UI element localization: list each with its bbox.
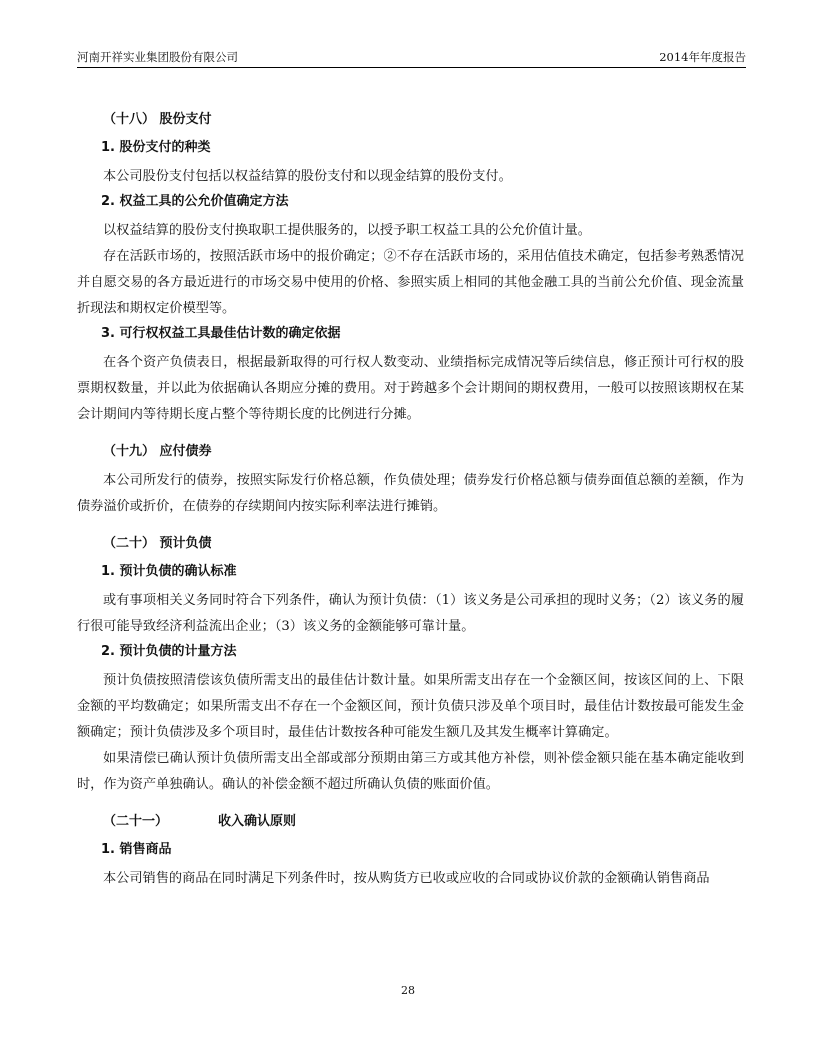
- section-title: 收入确认原则: [218, 814, 297, 829]
- page-header: [77, 45, 746, 68]
- section-heading-revenue-recognition: [77, 810, 744, 834]
- paragraph: 或有事项相关义务同时符合下列条件，确认为预计负债：（1）该义务是公司承担的现时义务；（2）该义务的履行很可能导致经济利益流出企业；（3）该义务的金额能够可靠计量。: [77, 593, 744, 634]
- subheading-share-payment-types: 1. 股份支付的种类: [101, 140, 211, 155]
- subheading-fair-value-method: 2. 权益工具的公允价值确定方法: [101, 194, 289, 209]
- subheading-provision-recognition: 1. 预计负债的确认标准: [101, 564, 237, 579]
- paragraph: 本公司所发行的债券，按照实际发行价格总额，作负债处理；债券发行价格总额与债券面值总额的差额，作为债券溢价或折价，在债券的存续期间内按实际利率法进行摊销。: [77, 473, 744, 514]
- page-number: 28: [401, 984, 415, 997]
- section-heading-bonds-payable: （十九） 应付债券: [103, 444, 212, 459]
- paragraph: 存在活跃市场的，按照活跃市场中的报价确定；②不存在活跃市场的，采用估值技术确定，包括参考熟悉情况并自愿交易的各方最近进行的市场交易中使用的价格、参照实质上相同的其他金融工具的当前公允价值、现金流量折现法和期权定价模型等。: [77, 249, 744, 316]
- company-name: 河南开祥实业集团股份有限公司: [77, 50, 238, 64]
- paragraph: 如果清偿已确认预计负债所需支出全部或部分预期由第三方或其他方补偿，则补偿金额只能在基本确定能收到时，作为资产单独确认。确认的补偿金额不超过所确认负债的账面价值。: [77, 751, 744, 792]
- subheading-best-estimate-basis: 3. 可行权权益工具最佳估计数的确定依据: [101, 326, 341, 341]
- section-heading-provisions: （二十） 预计负债: [103, 536, 212, 551]
- paragraph: 预计负债按照清偿该负债所需支出的最佳估计数计量。如果所需支出存在一个金额区间，按该区间的上、下限金额的平均数确定；如果所需支出不存在一个金额区间，预计负债只涉及单个项目时，最佳估计数按最可能发生金额确定；预计负债涉及多个项目时，最佳估计数按各种可能发生额几及其发生概率计算确定。: [77, 673, 744, 740]
- subheading-provision-measurement: 2. 预计负债的计量方法: [101, 644, 237, 659]
- document-body: [77, 104, 744, 892]
- paragraph: 本公司销售的商品在同时满足下列条件时，按从购货方已收或应收的合同或协议价款的金额确认销售商品: [103, 871, 710, 886]
- paragraph: 以权益结算的股份支付换取职工提供服务的，以授予职工权益工具的公允价值计量。: [103, 223, 591, 238]
- section-number: （二十一）: [103, 814, 169, 829]
- subheading-sale-of-goods: 1. 销售商品: [101, 842, 172, 857]
- paragraph: 本公司股份支付包括以权益结算的股份支付和以现金结算的股份支付。: [103, 169, 512, 184]
- paragraph: 在各个资产负债表日，根据最新取得的可行权人数变动、业绩指标完成情况等后续信息，修正预计可行权的股票期权数量，并以此为依据确认各期应分摊的费用。对于跨越多个会计期间的期权费用，一般可以按照该期权在某会计期间内等待期长度占整个等待期长度的比例进行分摊。: [77, 355, 744, 422]
- section-heading-share-payment: （十八） 股份支付: [103, 112, 212, 127]
- report-title: 2014年年度报告: [659, 50, 746, 64]
